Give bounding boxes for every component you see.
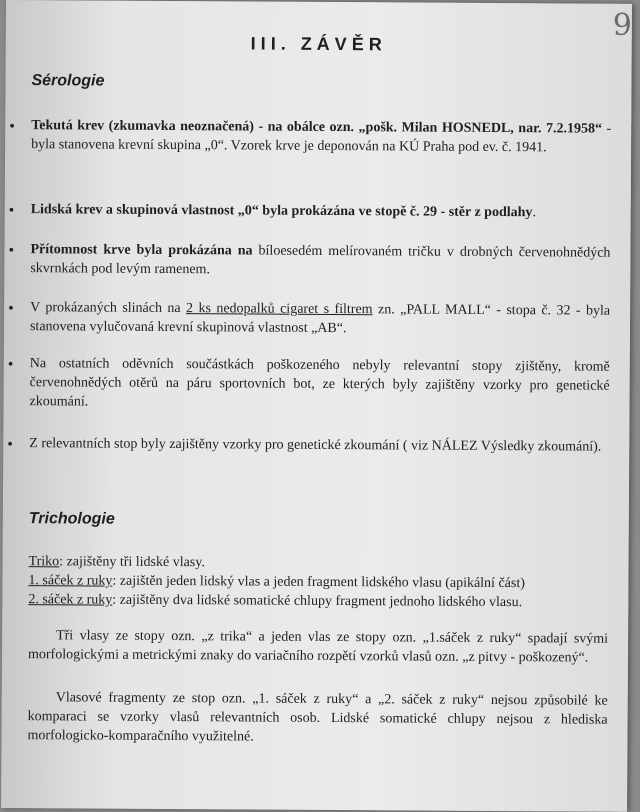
bullet-icon: •	[7, 356, 14, 374]
serologie-item-5: Na ostatních oděvních součástkách poškozeného nebyly relevantní stopy zjištěny, kromě červenohnědých otěrů na páru sportovních bot, ze kterých byly zajištěny vzorky pro genetické zkoumání.	[29, 356, 610, 410]
section-heading-trichologie: Trichologie	[28, 510, 115, 528]
trichologie-line-1: Triko: zajištěny tři lidské vlasy.	[28, 554, 205, 571]
serologie-item-4: V prokázaných slinách na 2 ks nedopalků cigaret s filtrem zn. „PALL MALL“ - stopa č. 32 - byla stanovena vylučovaná krevní skupinová vlastnost „AB“.	[29, 300, 611, 337]
serologie-item-2: Lidská krev a skupinová vlastnost „0“ byla prokázána ve stopě č. 29 - stěr z podlahy.	[30, 202, 537, 221]
bullet-icon: •	[9, 118, 15, 136]
trichologie-paragraph-1: Tři vlasy ze stopy ozn. „z trika“ a jeden vlas ze stopy ozn. „1.sáček z ruky“ spadají svými morfologickými a metrickými znaky do variačního rozpětí vzorků vlasů ozn. „z pitvy - poškozený“.	[27, 628, 609, 666]
section-heading-serologie: Sérologie	[31, 72, 105, 90]
bullet-icon: •	[8, 300, 14, 318]
bullet-icon: •	[7, 436, 13, 454]
serologie-item-3: Přítomnost krve byla prokázána na bíloesedém melírovaném tričku v drobných červenohnědých skvrnkách pod levým ramenem.	[30, 242, 611, 278]
trichologie-line-3: 2. sáček z ruky: zajištěny dva lidské somatické chlupy fragment jednoho lidského vlasu.	[28, 592, 523, 611]
page-number: 9	[612, 7, 632, 43]
trichologie-paragraph-2: Vlasové fragmenty ze stop ozn. „1. sáček z ruky“ a „2. sáček z ruky“ nejsou způsobilé ke komparaci se vzorky vlasů relevantních osob. Lidské somatické chlupy nejsou z hlediska morfologicko-komparačního využitelné.	[27, 690, 608, 745]
bullet-icon: •	[8, 202, 15, 220]
trichologie-line-2: 1. sáček z ruky: zajištěn jeden lidský vlas a jeden fragment lidského vlasu (apikální část)	[28, 573, 525, 592]
serologie-item-6: Z relevantních stop byly zajištěny vzorky pro genetické zkoumání ( viz NÁLEZ Výsledky zkoumání).	[29, 436, 602, 455]
bullet-icon: •	[8, 242, 15, 260]
serologie-item-1: Tekutá krev (zkumavka neoznačená) - na obálce ozn. „pošk. Milan HOSNEDL, nar. 7.2.1958“ - byla stanovena krevní skupina „0“. Vzorek krve je deponován na KÚ Praha pod ev. č. 1941.	[31, 118, 612, 156]
document-page	[1, 0, 632, 812]
page-title: III. ZÁVĚR	[250, 33, 387, 55]
